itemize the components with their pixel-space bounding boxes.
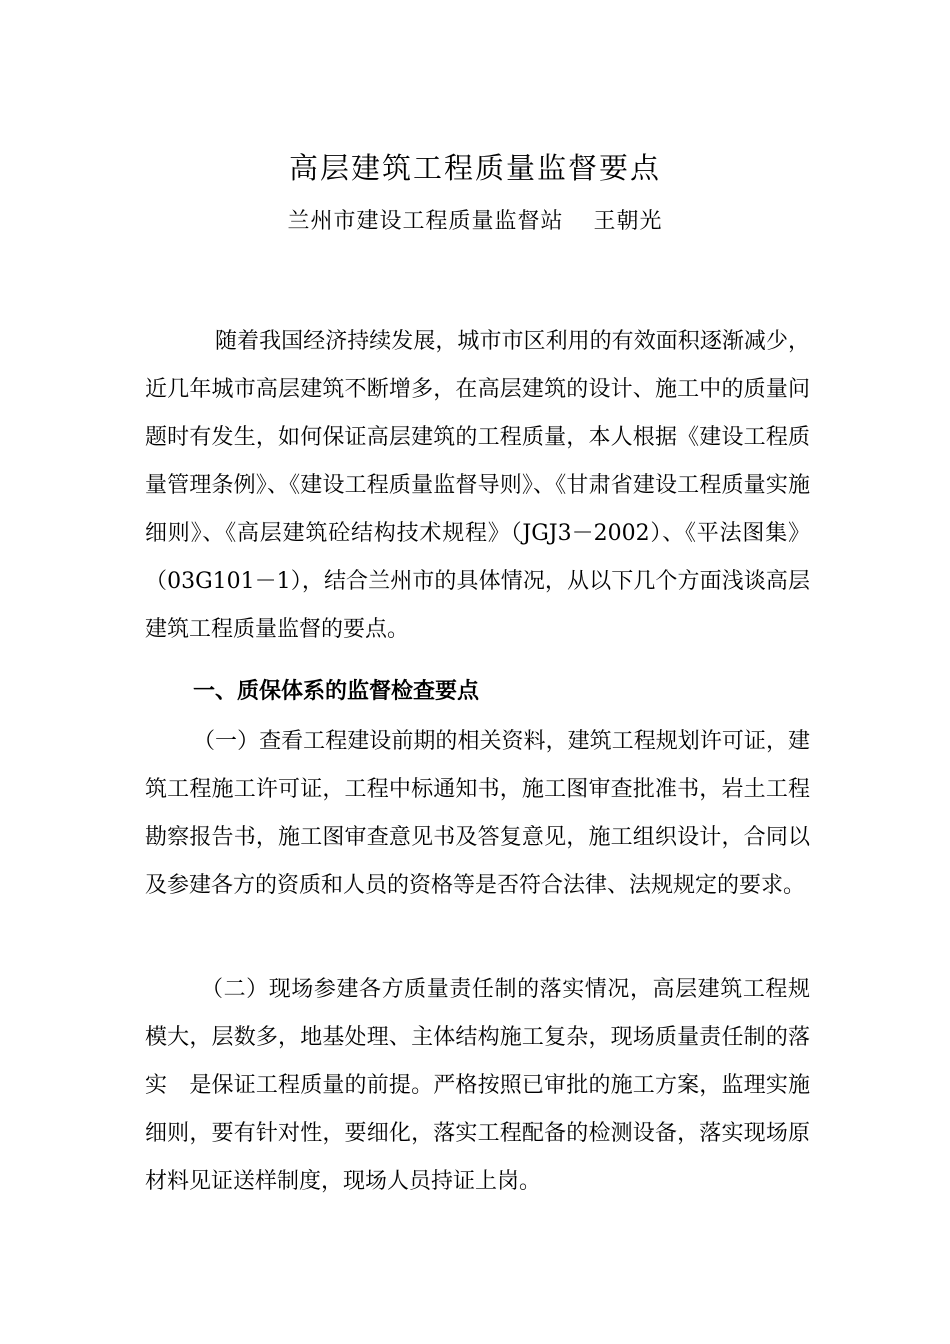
section-1-heading-block <box>145 668 810 716</box>
section-1-item-2-block <box>145 966 810 1206</box>
section-1-heading: 一、质保体系的监督检查要点 <box>193 679 480 704</box>
section-1-item-2: （二）现场参建各方质量责任制的落实情况，高层建筑工程规模大，层数多，地基处理、主体结构施工复杂，现场质量责任制的落实 是保证工程质量的前提。严格按照已审批的施工方案，监理实施细则，要有针对性，要细化，落实工程配备的检测设备，落实现场原材料见证送样制度，现场人员持证上岗。 <box>145 977 810 1194</box>
section-1-item-1-block <box>145 718 810 910</box>
document-byline <box>0 204 950 235</box>
author-organization: 兰州市建设工程质量监督站 <box>287 209 564 234</box>
document-title: 高层建筑工程质量监督要点 <box>288 151 661 185</box>
section-1-item-1: （一）查看工程建设前期的相关资料，建筑工程规划许可证，建筑工程施工许可证，工程中标通知书，施工图审查批准书，岩土工程勘察报告书，施工图审查意见书及答复意见，施工组织设计，合同以及参建各方的资质和人员的资格等是否符合法律、法规规定的要求。 <box>145 729 810 898</box>
author-name: 王朝光 <box>593 209 663 234</box>
intro-section <box>145 318 810 654</box>
intro-paragraph: 随着我国经济持续发展，城市市区利用的有效面积逐渐减少，近几年城市高层建筑不断增多，在高层建筑的设计、施工中的质量问题时有发生，如何保证高层建筑的工程质量，本人根据《建设工程质量管理条例》、《建设工程质量监督导则》、《甘肃省建设工程质量实施细则》、《高层建筑砼结构技术规程》（JGJ3－2002）、《平法图集》（03G101－1），结合兰州市的具体情况，从以下几个方面浅谈高层建筑工程质量监督的要点。 <box>145 329 810 642</box>
